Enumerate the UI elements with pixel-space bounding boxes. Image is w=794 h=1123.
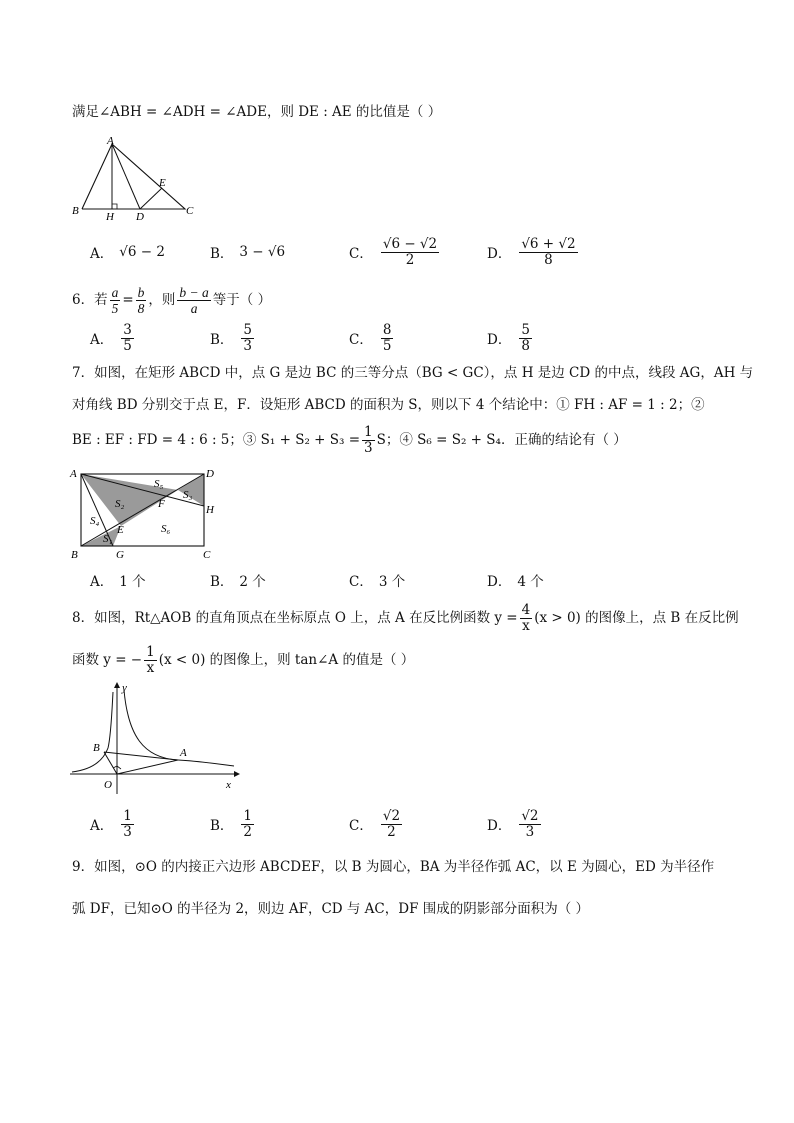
fraction-denominator: 2 [405,251,415,268]
q8-option-b[interactable] [210,804,256,844]
fraction-denominator: 5 [382,337,392,354]
q6-option-a[interactable] [90,318,136,358]
fraction-denominator: 8 [137,300,145,316]
q7-label-h: H [206,504,214,516]
q8-line-1-a: 8．如图，Rt△AOB 的直角顶点在坐标原点 O 上，点 A 在反比例函数 y = [72,610,518,626]
q7-figure [68,462,218,560]
q8-line-2-a: 函数 y = − [72,652,143,668]
fraction-numerator: 1 [364,423,373,440]
q8-line-2 [72,640,414,680]
option-label: D． [487,574,512,590]
option-label: C． [349,332,373,348]
option-fraction [241,809,254,840]
intro-label-d: D [136,211,144,222]
q7-label-s2: S₂ [115,498,125,510]
q7-label-s5: S₅ [154,478,164,490]
fraction-numerator: √6 + √2 [521,235,576,252]
intro-figure [70,136,200,222]
q7-label-f: F [158,498,165,510]
fraction-denominator: 3 [243,337,253,354]
intro-option-b[interactable] [210,232,285,272]
fraction-denominator: 2 [243,823,253,840]
fraction-numerator: 1 [123,807,132,824]
fraction-denominator: 5 [111,300,119,316]
option-fraction [519,237,577,268]
intro-option-d[interactable] [487,232,580,272]
option-fraction [381,323,394,354]
intro-label-e: E [159,177,166,189]
q7-option-b[interactable] [210,560,266,600]
q7-label-d: D [206,468,214,480]
q7-label-s3: S₃ [183,489,193,501]
fraction-numerator: √6 − √2 [382,235,438,252]
intro-label-h: H [106,211,114,222]
q7-label-s4: S₄ [90,515,100,527]
fraction-numerator: 8 [382,321,392,338]
q7-line-1: 7．如图，在矩形 ABCD 中，点 G 是边 BC 的三等分点（BG < GC），点 H 是边 CD 的中点，线段 AG，AH 与 [72,365,754,381]
option-fraction [519,323,532,354]
q6-option-c[interactable] [349,318,395,358]
q7-option-a[interactable] [90,560,146,600]
q8-line-1 [72,598,739,638]
q7-label-s1: S₁ [103,533,113,545]
option-fraction [519,809,540,840]
option-label: D． [487,818,512,834]
fraction-denominator: x [146,659,155,676]
fraction-numerator: 1 [243,807,253,824]
option-fraction [381,237,439,268]
intro-stem: 满足∠ABH = ∠ADH = ∠ADE，则 DE : AE 的比值是（ ） [72,104,442,120]
fraction-numerator: √2 [521,807,539,824]
q6-frac-b8 [136,285,147,316]
q6-equals: = [122,292,134,308]
q6-option-b[interactable] [210,318,256,358]
option-fraction [241,323,254,354]
intro-label-a: A [107,136,114,147]
intro-label-c: C [186,205,194,217]
q9-line-2: 弧 DF，已知⊙O 的半径为 2，则边 AF，CD 与 AC，DF 围成的阴影部分面积为（ ） [72,901,590,917]
option-label: C． [349,818,373,834]
q7-label-e: E [117,524,124,536]
intro-option-a[interactable] [90,232,165,272]
fraction-numerator: 3 [123,321,132,338]
fraction-numerator: 4 [521,601,531,618]
q7-line-3-b: S；④ S₆ = S₂ + S₄．正确的结论有（ ） [376,432,627,448]
q8-option-d[interactable] [487,804,543,844]
fraction-denominator: a [190,300,198,316]
q6-option-d[interactable] [487,318,534,358]
q7-label-s6: S₆ [161,523,171,535]
q7-line-3-a: BE : EF : FD = 4 : 6 : 5；③ S₁ + S₂ + S₃ = [72,432,361,448]
fraction-numerator: a [111,284,119,300]
fraction-denominator: 8 [521,337,530,354]
option-label: C． [349,246,373,262]
option-fraction [121,809,134,840]
q6-stem [72,280,271,320]
option-text: 1 个 [119,574,146,590]
option-text: 3 个 [378,574,406,590]
fraction-numerator: 5 [243,321,253,338]
fraction-denominator: 5 [123,337,132,354]
q7-label-g: G [116,549,124,560]
q7-frac-third [362,425,375,456]
option-label: D． [487,246,512,262]
option-label: A． [90,332,114,348]
q6-frac-a5 [110,285,121,316]
option-text: √6 − 2 [119,244,165,260]
fraction-numerator: b [137,284,145,300]
fraction-denominator: x [522,617,530,634]
q7-label-b: B [71,549,78,560]
q7-option-c[interactable] [349,560,405,600]
option-label: A． [90,246,114,262]
q8-frac-4x [520,603,533,634]
fraction-numerator: 1 [146,643,155,660]
fraction-denominator: 3 [123,823,132,840]
q7-option-d[interactable] [487,560,544,600]
fraction-denominator: 3 [525,823,535,840]
q8-line-1-b: (x > 0) 的图像上，点 B 在反比例 [534,610,739,626]
option-label: B． [210,818,234,834]
intro-label-b: B [72,205,79,217]
q8-label-a: A [180,747,187,759]
q9-line-1: 9．如图，⊙O 的内接正六边形 ABCDEF，以 B 为圆心，BA 为半径作弧 AC，以 E 为圆心，ED 为半径作 [72,859,715,875]
q6-frac-expr [177,285,210,316]
fraction-denominator: 2 [387,823,396,840]
fraction-numerator: 5 [521,321,530,338]
option-text: 2 个 [239,574,266,590]
fraction-numerator: √2 [382,807,401,824]
option-text: 4 个 [517,574,544,590]
q7-line-3 [72,422,627,458]
option-fraction [381,809,402,840]
fraction-denominator: 8 [544,251,553,268]
q8-label-b: B [93,742,100,754]
option-label: B． [210,246,234,262]
q8-figure [68,680,240,798]
option-label: D． [487,332,512,348]
q8-label-x: x [226,779,231,791]
q8-option-a[interactable] [90,804,136,844]
q7-label-a: A [70,468,77,480]
q8-label-o: O [104,779,112,791]
q6-mid: ，则 [148,292,176,308]
fraction-denominator: 3 [364,439,373,456]
option-label: A． [90,818,114,834]
q7-line-2: 对角线 BD 分别交于点 E，F．设矩形 ABCD 的面积为 S，则以下 4 个结论中：① FH : AF = 1 : 2；② [72,397,705,413]
option-label: C． [349,574,373,590]
option-fraction [121,323,134,354]
intro-option-c[interactable] [349,232,441,272]
q6-tail: 等于（ ） [212,292,272,308]
q8-label-y: y [122,682,127,694]
q7-label-c: C [203,549,211,560]
option-text: 3 − √6 [239,244,286,260]
option-label: A． [90,574,114,590]
q6-number: 6．若 [72,292,108,308]
option-label: B． [210,574,234,590]
q8-frac-1x [144,645,157,676]
option-label: B． [210,332,234,348]
q8-line-2-b: (x < 0) 的图像上，则 tan∠A 的值是（ ） [158,652,415,668]
q8-option-c[interactable] [349,804,404,844]
fraction-numerator: b − a [179,284,209,300]
